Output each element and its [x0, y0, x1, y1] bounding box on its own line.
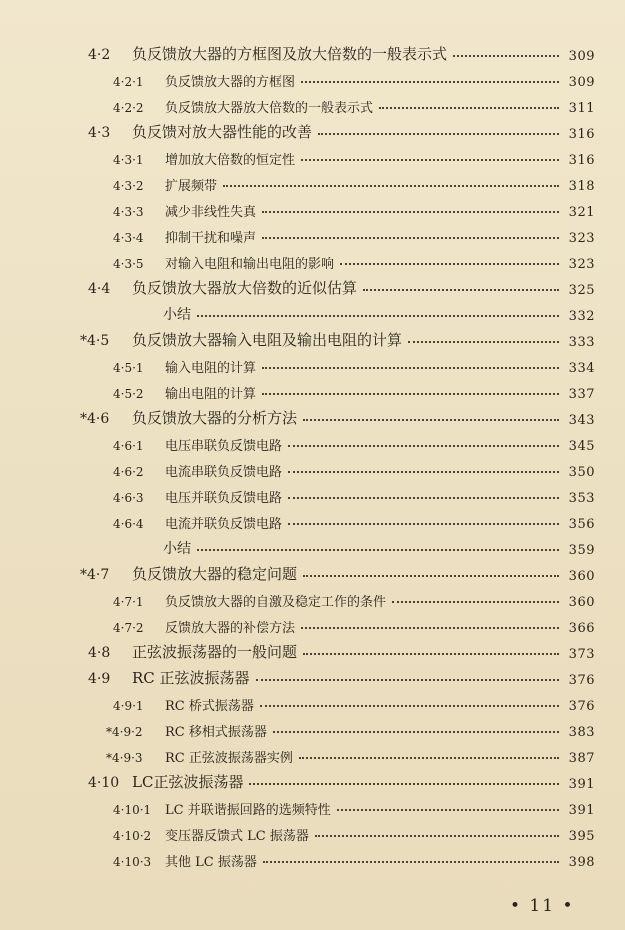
toc-entry-label	[0, 357, 256, 376]
dot-leader	[303, 653, 559, 655]
section-number: 4·7·2	[113, 621, 144, 635]
section-title: 扩展频带	[165, 179, 218, 194]
toc-entry	[0, 818, 625, 844]
page-ref: 345	[568, 439, 595, 454]
section-title: 小结	[163, 541, 191, 557]
page-ref: 343	[568, 413, 595, 428]
dot-leader	[273, 731, 559, 733]
section-number: *4·7	[80, 567, 110, 583]
toc-entry	[0, 740, 625, 766]
toc-entry	[0, 272, 625, 298]
toc-entry-label	[0, 71, 295, 90]
section-number: *4·9·2	[106, 725, 143, 739]
section-number: 4·9	[88, 671, 111, 687]
toc-entry-label	[0, 461, 282, 480]
page-ref: 318	[568, 179, 595, 194]
toc-entry	[0, 688, 625, 714]
toc-entry-label	[0, 851, 257, 870]
page-ref: 360	[568, 595, 595, 610]
dot-leader	[288, 523, 559, 525]
section-title: 输入电阻的计算	[165, 361, 257, 376]
toc-entry	[0, 584, 625, 610]
page-ref: 316	[568, 153, 595, 168]
page-ref: 376	[568, 673, 595, 688]
section-number: 4·2·2	[113, 101, 144, 115]
section-title: 电流并联负反馈电路	[165, 517, 283, 532]
table-of-contents	[0, 38, 625, 870]
section-number: 4·6·3	[113, 491, 144, 505]
section-title: 对输入电阻和输出电阻的影响	[165, 257, 335, 272]
dot-leader	[301, 81, 559, 83]
section-title: 负反馈放大器的自激及稳定工作的条件	[165, 595, 387, 610]
section-number: *4·6	[80, 411, 110, 427]
section-title: RC 桥式振荡器	[165, 699, 254, 714]
page-ref: 398	[568, 855, 595, 870]
toc-entry-label	[0, 277, 357, 298]
page-ref: 356	[568, 517, 595, 532]
dot-leader	[301, 627, 559, 629]
toc-entry	[0, 402, 625, 428]
toc-entry-label	[0, 97, 373, 116]
section-number: 4·6·1	[113, 439, 144, 453]
toc-entry	[0, 350, 625, 376]
toc-entry	[0, 220, 625, 246]
section-number: 4·10·3	[113, 855, 152, 869]
section-number: 4·6·4	[113, 517, 144, 531]
section-title: 电流串联负反馈电路	[165, 465, 283, 480]
dot-leader	[288, 497, 559, 499]
page-ref: 309	[568, 75, 595, 90]
section-number: 4·5·1	[113, 361, 144, 375]
dot-leader	[318, 133, 559, 135]
toc-entry-label	[0, 201, 256, 220]
toc-entry-label	[0, 383, 256, 402]
toc-entry-label	[0, 747, 293, 766]
section-title: RC 正弦波振荡器	[132, 669, 250, 687]
toc-entry	[0, 662, 625, 688]
page-ref: 359	[568, 543, 595, 558]
toc-entry-label	[0, 121, 312, 142]
dot-leader	[337, 809, 559, 811]
toc-entry	[0, 142, 625, 168]
toc-entry-label	[0, 825, 309, 844]
section-title: 负反馈放大器的方框图	[165, 75, 296, 90]
dot-leader	[262, 211, 559, 213]
dot-leader	[315, 835, 559, 837]
toc-entry	[0, 194, 625, 220]
toc-entry	[0, 168, 625, 194]
dot-leader	[223, 185, 559, 187]
toc-entry	[0, 428, 625, 454]
toc-entry	[0, 766, 625, 792]
section-title: LC正弦波振荡器	[132, 773, 244, 791]
section-number: 4·4	[88, 281, 111, 297]
toc-entry	[0, 636, 625, 662]
section-number: 4·2·1	[113, 75, 144, 89]
dot-leader	[197, 549, 559, 551]
toc-entry-label	[0, 591, 386, 610]
toc-entry	[0, 116, 625, 142]
section-number: 4·10·1	[113, 803, 152, 817]
dot-leader	[453, 55, 559, 57]
section-number: 4·10	[88, 775, 120, 791]
page-ref: 333	[568, 335, 595, 350]
page-ref: 337	[568, 387, 595, 402]
page-ref: 360	[568, 569, 595, 584]
dot-leader	[303, 419, 559, 421]
dot-leader	[262, 367, 559, 369]
toc-entry-label	[0, 799, 331, 818]
page-ref: 316	[568, 127, 595, 142]
toc-entry	[0, 506, 625, 532]
toc-entry-label	[0, 43, 447, 64]
section-title: 其他 LC 振荡器	[165, 855, 257, 870]
toc-entry-label	[0, 563, 297, 584]
section-number: 4·3·5	[113, 257, 144, 271]
section-number: 4·5·2	[113, 387, 144, 401]
toc-entry-label	[0, 538, 191, 558]
dot-leader	[249, 783, 559, 785]
section-title: RC 正弦波振荡器实例	[165, 751, 293, 766]
dot-leader	[340, 263, 559, 265]
section-number: *4·5	[80, 333, 110, 349]
toc-entry	[0, 298, 625, 324]
toc-entry	[0, 38, 625, 64]
page-ref: 373	[568, 647, 595, 662]
toc-entry-label	[0, 329, 402, 350]
section-title: 变压器反馈式 LC 振荡器	[165, 829, 309, 844]
page-ref: 353	[568, 491, 595, 506]
toc-entry	[0, 64, 625, 90]
toc-entry-label	[0, 617, 295, 636]
section-number: 4·3·4	[113, 231, 144, 245]
dot-leader	[260, 705, 559, 707]
toc-entry	[0, 558, 625, 584]
section-title: 反馈放大器的补偿方法	[165, 621, 296, 636]
section-title: 电压并联负反馈电路	[165, 491, 283, 506]
dot-leader	[299, 757, 559, 759]
page-ref: 350	[568, 465, 595, 480]
toc-entry-label	[0, 771, 243, 792]
toc-entry-label	[0, 175, 217, 194]
section-number: *4·9·3	[106, 751, 143, 765]
dot-leader	[256, 679, 559, 681]
section-number: 4·2	[88, 47, 111, 63]
section-number: 4·10·2	[113, 829, 152, 843]
toc-entry-label	[0, 487, 282, 506]
toc-entry	[0, 532, 625, 558]
page-ref: 309	[568, 49, 595, 64]
page-ref: 391	[568, 777, 595, 792]
toc-entry	[0, 454, 625, 480]
page-ref: 323	[568, 231, 595, 246]
section-number: 4·9·1	[113, 699, 144, 713]
section-number: 4·6·2	[113, 465, 144, 479]
section-title: 负反馈放大器放大倍数的近似估算	[132, 279, 358, 297]
section-title: 小结	[163, 307, 191, 323]
section-title: 正弦波振荡器的一般问题	[132, 643, 298, 661]
toc-entry	[0, 714, 625, 740]
toc-entry-label	[0, 435, 282, 454]
page-ref: 395	[568, 829, 595, 844]
toc-entry-label	[0, 227, 256, 246]
toc-entry	[0, 844, 625, 870]
toc-entry	[0, 480, 625, 506]
dot-leader	[363, 289, 559, 291]
section-number: 4·3	[88, 125, 111, 141]
toc-entry-label	[0, 513, 282, 532]
toc-entry-label	[0, 407, 297, 428]
page-ref: 332	[568, 309, 595, 324]
toc-entry-label	[0, 253, 334, 272]
page-ref: 383	[568, 725, 595, 740]
section-title: 负反馈放大器的方框图及放大倍数的一般表示式	[132, 45, 448, 63]
toc-entry-label	[0, 149, 295, 168]
dot-leader	[263, 861, 559, 863]
dot-leader	[301, 159, 559, 161]
section-title: 负反馈放大器的稳定问题	[132, 565, 298, 583]
section-number: 4·3·3	[113, 205, 144, 219]
toc-entry	[0, 324, 625, 350]
page-ref: 321	[568, 205, 595, 220]
section-number: 4·7·1	[113, 595, 144, 609]
section-title: RC 移相式振荡器	[165, 725, 267, 740]
section-title: 负反馈放大器的分析方法	[132, 409, 298, 427]
toc-entry	[0, 376, 625, 402]
page-ref: 325	[568, 283, 595, 298]
dot-leader	[408, 341, 559, 343]
page-ref: 366	[568, 621, 595, 636]
toc-entry	[0, 792, 625, 818]
page-ref: 376	[568, 699, 595, 714]
dot-leader	[392, 601, 559, 603]
section-number: 4·3·2	[113, 179, 144, 193]
toc-entry-label	[0, 721, 267, 740]
toc-entry-label	[0, 667, 250, 688]
section-number: 4·8	[88, 645, 111, 661]
page-number: • 11 •	[510, 896, 575, 916]
dot-leader	[288, 445, 559, 447]
toc-entry-label	[0, 695, 254, 714]
dot-leader	[288, 471, 559, 473]
section-title: 电压串联负反馈电路	[165, 439, 283, 454]
section-title: 负反馈对放大器性能的改善	[132, 123, 313, 141]
toc-entry-label	[0, 641, 297, 662]
section-title: LC 并联谐振回路的选频特性	[165, 803, 331, 818]
dot-leader	[262, 237, 559, 239]
page-ref: 387	[568, 751, 595, 766]
section-title: 负反馈放大器输入电阻及输出电阻的计算	[132, 331, 403, 349]
toc-entry	[0, 610, 625, 636]
section-title: 减少非线性失真	[165, 205, 257, 220]
page-ref: 391	[568, 803, 595, 818]
section-title: 抑制干扰和噪声	[165, 231, 257, 246]
section-title: 输出电阻的计算	[165, 387, 257, 402]
toc-entry	[0, 90, 625, 116]
toc-entry-label	[0, 304, 191, 324]
page-ref: 311	[568, 101, 595, 116]
dot-leader	[379, 107, 559, 109]
dot-leader	[262, 393, 559, 395]
toc-entry	[0, 246, 625, 272]
section-number: 4·3·1	[113, 153, 144, 167]
section-title: 增加放大倍数的恒定性	[165, 153, 296, 168]
dot-leader	[303, 575, 559, 577]
page-ref: 334	[568, 361, 595, 376]
section-title: 负反馈放大器放大倍数的一般表示式	[165, 101, 374, 116]
page-ref: 323	[568, 257, 595, 272]
dot-leader	[197, 315, 559, 317]
